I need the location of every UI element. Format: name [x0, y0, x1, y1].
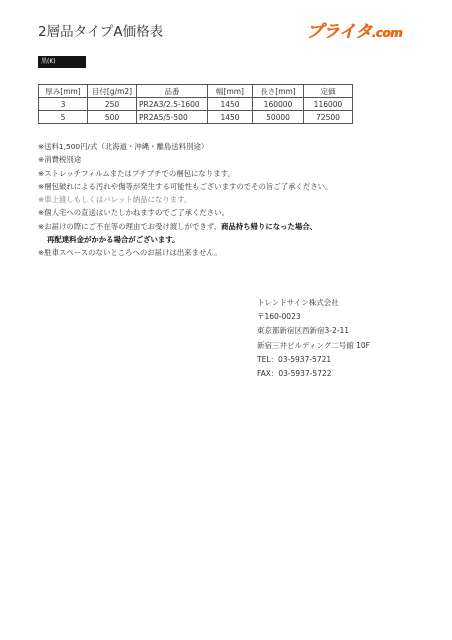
note-redelivery-bold: 商品持ち帰りになった場合、: [220, 221, 318, 231]
note-damage: ※梱包破れによる汚れや傷等が発生する可能性もございますのでその旨ご了承ください。: [38, 181, 333, 191]
company-fax: FAX：03-5937-5722: [257, 369, 332, 379]
note-no-residential: ※個人宅への直送はいたしかねますのでご了承ください。: [38, 208, 229, 218]
company-building: 新宿三井ビルディング二号館 10F: [257, 340, 370, 350]
notes-list: [38, 140, 332, 260]
table-cell: 1450: [208, 98, 253, 111]
table-cell: 160000: [253, 98, 304, 111]
page-title: 2層品タイプA価格表: [38, 24, 164, 40]
table-cell: 1450: [208, 111, 253, 124]
table-cell: 50000: [253, 111, 304, 124]
table-row: [39, 98, 353, 111]
company-postal: 〒160-0023: [257, 312, 301, 322]
table-cell: PR2A3/2.5-1600: [137, 98, 208, 111]
table-cell: 5: [39, 111, 88, 124]
note-redelivery-text: ※お届けの際にご不在等の理由でお受け渡しができず、: [38, 221, 221, 231]
price-table: [38, 84, 353, 124]
table-cell: 250: [88, 98, 137, 111]
col-length: 長さ[mm]: [253, 85, 304, 98]
company-tel: TEL：03-5937-5721: [257, 354, 332, 364]
table-cell: 500: [88, 111, 137, 124]
table-row: [39, 111, 353, 124]
table-cell: 116000: [304, 98, 353, 111]
table-cell: 72500: [304, 111, 353, 124]
note-packaging: ※ストレッチフィルムまたはプチプチでの梱包になります。: [38, 168, 235, 178]
note-parking: ※駐車スペースのないところへのお届けは出来ません。: [38, 248, 222, 258]
company-address: 東京都新宿区西新宿3-2-11: [257, 326, 349, 336]
col-weight: 目付[g/m2]: [88, 85, 137, 98]
note-redelivery: [38, 220, 332, 233]
logo-text: プライタ: [306, 22, 372, 42]
note-delivery-method: ※車上渡しもしくはパレット納品になります。: [38, 195, 192, 205]
note-shipping: ※送料1,500円/式（北海道・沖縄・離島送料別途）: [38, 142, 209, 151]
company-name: トレンドサイン株式会社: [257, 298, 339, 307]
company-info: [257, 296, 370, 381]
color-tag: 黒(K): [38, 56, 86, 68]
col-width: 幅[mm]: [208, 85, 253, 98]
brand-logo: [306, 20, 414, 44]
table-cell: 3: [39, 98, 88, 111]
note-redelivery-fee: 再配達料金がかかる場合がございます。: [47, 235, 180, 245]
logo-suffix: .com: [371, 26, 402, 40]
table-header-row: [39, 85, 353, 98]
col-thickness: 厚み[mm]: [39, 85, 88, 98]
table-cell: PR2A5/5-500: [137, 111, 208, 124]
col-product-code: 品番: [137, 85, 208, 98]
note-redelivery-cont: [38, 233, 332, 246]
col-price: 定価: [304, 85, 353, 98]
note-tax: ※消費税別途: [38, 155, 82, 165]
